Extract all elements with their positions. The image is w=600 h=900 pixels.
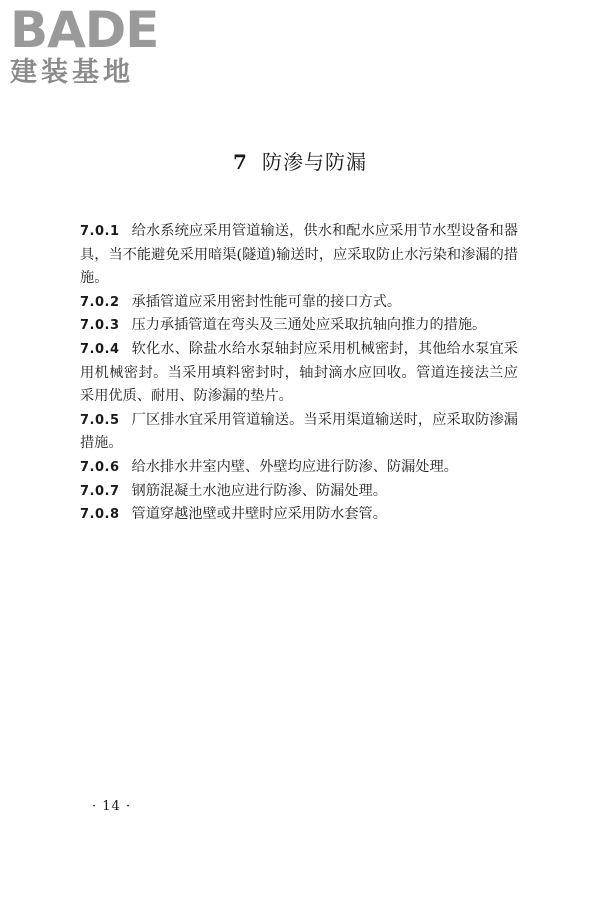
clause-text: 管道穿越池壁或井壁时应采用防水套管。 (131, 506, 387, 523)
clause-7-0-2 (80, 291, 518, 315)
logo-subtitle: 建装基地 (10, 57, 134, 88)
clause-7-0-1 (80, 220, 518, 291)
clause-text: 承插管道应采用密封性能可靠的接口方式。 (131, 293, 402, 310)
clause-7-0-5 (80, 409, 518, 456)
clause-7-0-7 (80, 480, 518, 504)
chapter-number: 7 (233, 150, 248, 174)
chapter-title (0, 146, 600, 175)
logo-wordmark: BADE (10, 1, 159, 59)
clause-number: 7.0.8 (80, 507, 120, 523)
clause-number: 7.0.1 (80, 224, 120, 239)
chapter-title-text: 防渗与防漏 (261, 150, 367, 174)
clause-text: 软化水、除盐水给水泵轴封应采用机械密封，其他给水泵宜采用机械密封。当采用填料密封时，轴封滴水应回收。管道连接法兰应采用优质、耐用、防渗漏的垫片。 (80, 340, 518, 405)
page-number: · 14 · (92, 799, 132, 814)
clause-7-0-4 (80, 338, 518, 409)
clause-number: 7.0.4 (80, 341, 120, 357)
clause-number: 7.0.6 (80, 459, 120, 475)
clause-list (80, 220, 518, 527)
clause-number: 7.0.7 (80, 483, 120, 499)
clause-text: 给水排水井室内壁、外壁均应进行防渗、防漏处理。 (131, 458, 458, 475)
clause-7-0-8 (80, 503, 518, 527)
bade-logo (10, 1, 175, 88)
clause-number: 7.0.3 (80, 318, 120, 334)
clause-text: 钢筋混凝土水池应进行防渗、防漏处理。 (131, 482, 387, 499)
clause-text: 厂区排水宜采用管道输送。当采用渠道输送时，应采取防渗漏措施。 (80, 411, 518, 452)
clause-number: 7.0.5 (80, 412, 120, 428)
clause-number: 7.0.2 (80, 294, 120, 310)
clause-7-0-6 (80, 456, 518, 480)
clause-text: 压力承插管道在弯头及三通处应采取抗轴向推力的措施。 (131, 317, 487, 334)
clause-7-0-3 (80, 314, 518, 338)
clause-text: 给水系统应采用管道输送，供水和配水应采用节水型设备和器具，当不能避免采用暗渠(隧道)输送时，应采取防止水污染和渗漏的措施。 (80, 223, 518, 287)
